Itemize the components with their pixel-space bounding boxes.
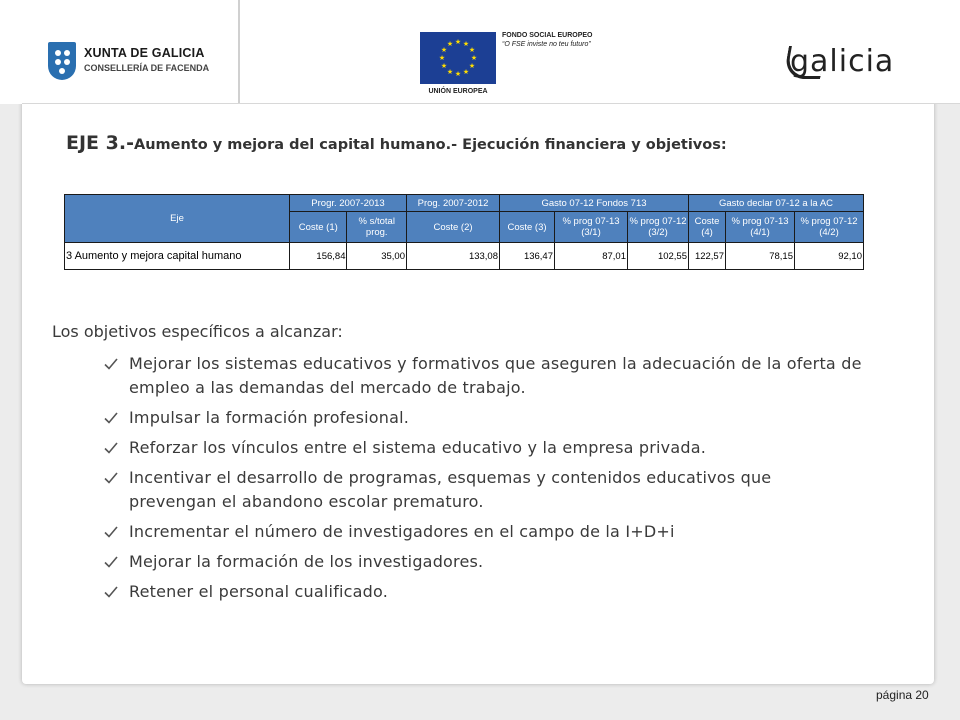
check-icon: [104, 358, 118, 370]
check-icon: [104, 472, 118, 484]
page-number: página 20: [876, 688, 929, 702]
table-cell: 156,84: [290, 243, 347, 270]
table-cell: 136,47: [500, 243, 555, 270]
svg-text:★: ★: [470, 54, 478, 62]
eu-stars-icon: [420, 32, 496, 84]
eu-flag-icon: [420, 32, 496, 84]
xunta-logo: [48, 42, 208, 84]
list-item: [104, 466, 864, 514]
table-cell: 102,55: [628, 243, 689, 270]
table-cell: 133,08: [407, 243, 500, 270]
table-cell: 35,00: [347, 243, 407, 270]
objectives-list: [104, 352, 864, 610]
financial-table: [64, 194, 864, 270]
fse-title: FONDO SOCIAL EUROPEO: [502, 32, 593, 39]
svg-text:★: ★: [440, 46, 448, 54]
list-item-text: Impulsar la formación profesional.: [129, 408, 410, 427]
check-icon: [104, 442, 118, 454]
list-item-text: Incrementar el número de investigadores en el campo de la I+D+i: [129, 522, 675, 541]
table-header-eje: Eje: [65, 195, 290, 243]
list-item: [104, 406, 864, 430]
svg-text:★: ★: [454, 70, 462, 78]
table-subheader: % s/total prog.: [347, 212, 407, 243]
table-subheader: Coste (3): [500, 212, 555, 243]
list-item: [104, 580, 864, 604]
check-icon: [104, 526, 118, 538]
header-base-line: [22, 103, 960, 104]
list-item: [104, 520, 864, 544]
table-subheader: Coste (4): [689, 212, 726, 243]
title-text: Aumento y mejora del capital humano.- Ejecución financiera y objetivos:: [133, 137, 727, 153]
table-cell: 78,15: [726, 243, 795, 270]
svg-text:★: ★: [440, 62, 448, 70]
title-prefix: EJE 3.-: [66, 132, 134, 154]
table-subheader: % prog 07-13 (4/1): [726, 212, 795, 243]
list-item: [104, 550, 864, 574]
table-subheader: % prog 07-12 (3/2): [628, 212, 689, 243]
list-item-text: Mejorar los sistemas educativos y formativos que aseguren la adecuación de la oferta de empleo a las demandas del mercado de trabajo.: [129, 354, 862, 397]
list-item: [104, 352, 864, 400]
table-subheader: % prog 07-12 (4/2): [795, 212, 864, 243]
svg-text:★: ★: [438, 54, 446, 62]
check-icon: [104, 586, 118, 598]
table-group-header: Gasto declar 07-12 a la AC: [689, 195, 864, 212]
table-subheader: % prog 07-13 (3/1): [555, 212, 628, 243]
svg-text:★: ★: [446, 68, 454, 76]
objectives-heading: Los objetivos específicos a alcanzar:: [52, 322, 343, 341]
table-group-header: Progr. 2007-2013: [290, 195, 407, 212]
svg-text:★: ★: [468, 46, 476, 54]
check-icon: [104, 412, 118, 424]
check-icon: [104, 556, 118, 568]
svg-text:★: ★: [454, 38, 462, 46]
table-group-header: Prog. 2007-2012: [407, 195, 500, 212]
list-item-text: Mejorar la formación de los investigadores.: [129, 552, 484, 571]
galicia-logo: galicia: [790, 44, 895, 79]
xunta-shield-icon: [48, 42, 76, 80]
table-cell: 92,10: [795, 243, 864, 270]
svg-text:★: ★: [446, 40, 454, 48]
list-item-text: Incentivar el desarrollo de programas, esquemas y contenidos educativos que prevengan el abandono escolar prematuro.: [129, 468, 772, 511]
list-item: [104, 436, 864, 460]
svg-text:★: ★: [462, 40, 470, 48]
fse-motto: “O FSE inviste no teu futuro”: [502, 41, 591, 48]
xunta-name: XUNTA DE GALICIA: [84, 46, 205, 60]
slide-title: [66, 132, 727, 154]
eu-label: UNIÓN EUROPEA: [428, 88, 488, 95]
table-subheader: Coste (1): [290, 212, 347, 243]
table-subheader: Coste (2): [407, 212, 500, 243]
table-row: [65, 243, 864, 270]
table-cell: 87,01: [555, 243, 628, 270]
svg-text:★: ★: [462, 68, 470, 76]
xunta-department: CONSELLERÍA DE FACENDA: [84, 63, 210, 73]
header-bar: [0, 0, 960, 104]
table-row-label: 3 Aumento y mejora capital humano: [65, 243, 290, 270]
table-group-header-row: [65, 195, 864, 212]
list-item-text: Retener el personal cualificado.: [129, 582, 389, 601]
list-item-text: Reforzar los vínculos entre el sistema educativo y la empresa privada.: [129, 438, 706, 457]
table-group-header: Gasto 07-12 Fondos 713: [500, 195, 689, 212]
table-cell: 122,57: [689, 243, 726, 270]
svg-text:★: ★: [468, 62, 476, 70]
